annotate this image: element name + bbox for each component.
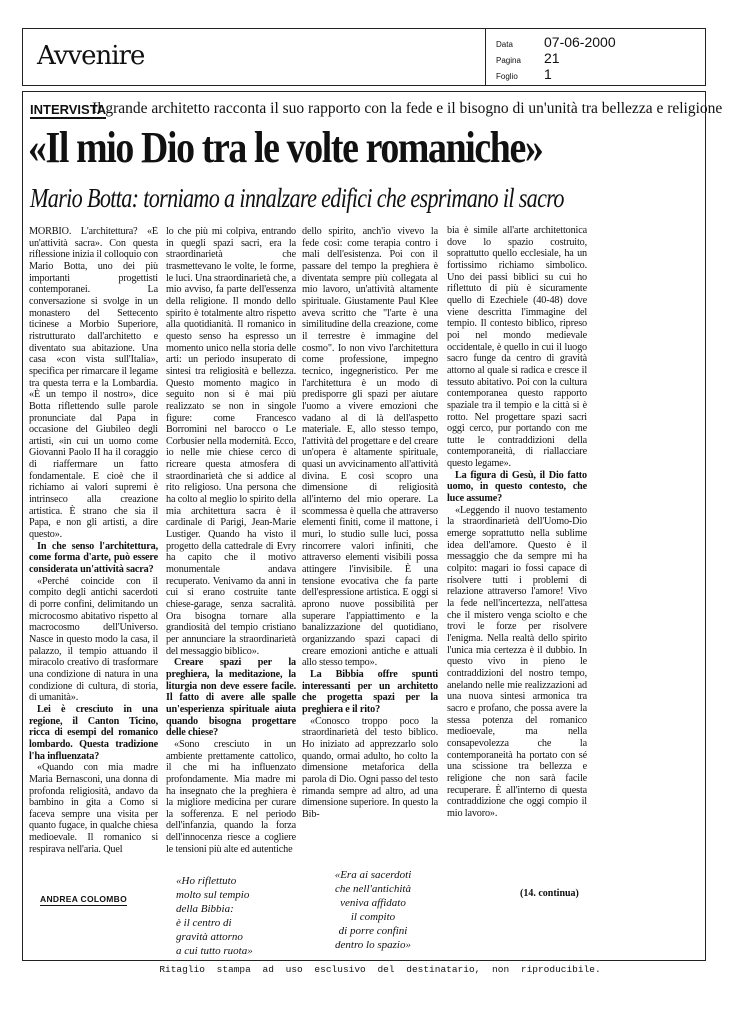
interview-question: La figura di Gesù, il Dio fatto uomo, in questo contesto, che luce assume? [447,469,587,505]
interview-question: La Bibbia offre spunti interessanti per un architetto che progetta spazi per la preghiera e il rito? [302,668,438,715]
section-tag: INTERVISTA [30,102,107,117]
pull-quote-line: che nell'antichità [335,883,411,895]
pull-quote-line: veniva affidato [340,897,406,909]
pull-quote-line: è il centro di [176,917,232,929]
pull-quote-line: di porre confini [338,925,408,937]
date-label: Data [496,40,513,49]
article-column-3 [302,226,438,956]
paragraph: «Leggendo il nuovo testamento la straordinarietà dell'Uomo-Dio emerge soprattutto nella sublime idea dell'amore. Questo è il messaggio che da sempre mi ha colpito: magari io fossi capace di risolvere tutti i problemi di relazione attraverso l'amore! Vivo la fede nell'incertezza, nell'attesa che il mistero venga sciolto e che trovi le forze per risolvere l'enigma. Nella realtà dello spirito l'unica mia certezza è il dubbio. In questo vivo in pieno le contraddizioni del nostro tempo, anelando nelle mie realizzazioni ad una nuova sintesi armonica tra sacro e profano, che possa avere la stessa potenza del romanico medioevale, ma nella consapevolezza che la contemporaneità ha portato con sé una scissione tra bellezza e religione che non sarà facile recuperare. È all'interno di questa contraddizione che oggi compio il mio lavoro». [447,504,587,819]
headline: «Il mio Dio tra le volte romaniche» [28,123,543,172]
masthead-box [22,28,486,86]
subheadline: Mario Botta: torniamo a innalzare edifici che esprimano il sacro [30,183,564,213]
author-byline: ANDREA COLOMBO [40,894,127,904]
clipping-footer-notice: Ritaglio stampa ad uso esclusivo del destinatario, non riproducibile. [159,964,601,975]
pull-quote-line: molto sul tempio [176,889,250,901]
paragraph: «Quando con mia madre Maria Bernasconi, una donna di profonda religiosità, andavo da bambino in gita a Como si faceva sempre una visita per quanto fugace, in qualche chiesa medioevale. Il romanico si respirava nell'aria. Quel [29,762,158,855]
pull-quote-line: a cui tutto ruota» [176,945,253,957]
sheet-label: Foglio [496,72,518,81]
newspaper-logo: Avvenire [37,41,145,71]
pull-quote-line: «Ho riflettuto [176,875,237,887]
paragraph: «Perché coincide con il compito degli antichi sacerdoti di porre confini, delimitando un microcosmo abitativo rispetto al macrocosmo dell'Universo. Nasce in questo modo la casa, il palazzo, il tempio attuando il miracolo creativo di trasformare una condizione di natura in una condizione di cultura, di storia, di umanità». [29,575,158,704]
article-column-2 [166,226,296,881]
paragraph: dello spirito, anch'io vivevo la fede così: come terapia contro i mali dell'esistenza. Poi con il passare del tempo la preghiera è diventata sempre più collegata al mio lavoro, un'attività altamente spirituale. Giustamente Paul Klee aveva scritto che "l'arte è una similitudine della creazione, come il terrestre è immagine del cosmo". Io non vivo l'architettura come professione, impegno tecnico, ingegneristico. Per me l'architettura è un modo di predisporre gli spazi per aiutare l'uomo a vivere emozioni che vadano al di là dell'aspetto materiale. E, allo stesso tempo, l'attività del progettare e del creare un'opera è altamente spirituale, quasi un avvicinamento all'attività divina. E così scopro una dimensione di religiosità all'interno del mio operare. La scommessa è quella che attraverso elementi finiti, come il mattone, i muri, lo studio sulle luci, possa rincorrere valori infiniti, che attraverso elementi visibili possa attingere l'invisibile. È una tensione evocativa che fa parte dell'espressione artistica. E oggi si aprono nuove possibilità per superare l'appiattimento e la banalizzazione del quotidiano, organizzando spazi capaci di creare emozioni antiche e attuali allo stesso tempo». [302,226,438,669]
pull-quote-line: della Bibbia: [176,903,234,915]
pull-quote-line: dentro lo spazio» [335,939,411,951]
interview-question: Creare spazi per la preghiera, la meditazione, la liturgia non deve essere facile. Il fatto di avere alle spalle un'esperienza spirituale aiuta quando bisogna progettare delle chiese? [166,657,296,739]
paragraph: MORBIO. L'architettura? «È un'attività sacra». Con questa riflessione inizia il colloquio con Mario Botta, uno dei più importanti progettisti contemporanei. La conversazione si svolge in un monastero del Settecento ticinese a Morbio Superiore, ristrutturato dall'architetto e diventato sua abitazione. Una casa «con vista sull'Italia», specifica per rimarcare il legame tra questa terra e la Lombardia. «È un tempo il nostro», dice Botta riflettendo sulle parole pronunciate dal Papa in occasione del Giubileo degli artisti, «in cui un uomo come Giovanni Paolo II ha il coraggio di riaffermare un fatto fondamentale. E cioè che il richiamo ai valori supremi è intrinseco alla creazione artistica. È strano che sia il Papa, e non gli artisti, a dire questo». [29,226,158,541]
interview-question: Lei è cresciuto in una regione, il Canton Ticino, ricca di esempi del romanico lombardo. Questa tradizione l'ha influenzata? [29,703,158,762]
page-value: 21 [544,50,560,66]
kicker: Il grande architetto racconta il suo rapporto con la fede e il bisogno di un'unità tra bellezza e religione [92,100,723,117]
paragraph: «Conosco troppo poco la straordinarietà del testo biblico. Ho iniziato ad apprezzarlo solo quando, ormai adulto, ho colto la dimensione metaforica della parola di Dio. Ogni passo del testo rimanda sempre ad altro, ad una dimensione superiore. In questo la Bib- [302,715,438,820]
pull-quote-line: «Era ai sacerdoti [334,869,412,881]
paragraph: «Sono cresciuto in un ambiente prettamente cattolico, il che mi ha influenzato profondamente. Mia madre mi ha insegnato che la preghiera è la migliore medicina per curare la sofferenza. E nel periodo dell'infanzia, quando la forza dell'innocenza riesce a cogliere le tensioni più alte ed autentiche [166,738,296,855]
pull-quote-1 [176,874,288,958]
article-column-4 [447,225,587,890]
interview-question: In che senso l'architettura, come forma d'arte, può essere considerata un'attività sacra? [29,540,158,576]
paragraph: bia è simile all'arte architettonica dove lo spazio costruito, soprattutto quello ecclesiale, ha un fortissimo richiamo simbolico. Uno dei passi biblici su cui ho riflettuto di più è sicuramente quello di Ezechiele (40-48) dove viene descritta l'immagine del tempio. Il contesto biblico, ripreso poi nel mondo medievale occidentale, è quello in cui il luogo sacro funge da centro di gravità attorno al quale si radica e cresce il tessuto abitativo. Poi con la cultura contemporanea questo rapporto spaziale tra il tempio e la città si è rotto. Nel progettare spazi sacri oggi cerco, pur portando con me tutte le contraddizioni della contemporaneità, di riallacciare questo legame». [447,225,587,470]
clipping-meta-box [486,28,706,86]
pull-quote-line: gravità attorno [176,931,243,943]
pull-quote-line: il compito [350,911,396,923]
article-column-1 [29,226,158,876]
page-label: Pagina [496,56,521,65]
date-value: 07-06-2000 [544,34,616,50]
sheet-row [496,66,552,84]
paragraph: lo che più mi colpiva, entrando in quegli spazi sacri, era la straordinarietà che trasmettevano le volte, le forme, le luci. Una straordinarietà che, a mio avviso, fa parte dell'essenza della religione. Il mondo dello spirito è totalmente altro rispetto alla quotidianità. Il romanico in questo senso ha espresso un momento unico nella storia delle arti: un periodo insuperato di sintesi tra religiosità e bellezza. Questo momento magico in seguito non si è mai più realizzato se non in singole figure: come Francesco Borromini nel barocco o Le Corbusier nella modernità. Ecco, io nelle mie chiese cerco di ricreare questa atmosfera di straordinarietà che si addice al rito religioso. Una persona che ha colto al meglio lo spirito della mia architettura sacra è il cardinale di Parigi, Jean-Marie Lustiger. Quando ha visto il progetto della cattedrale di Evry ha capito che il motivo monumentale andava recuperato. Venivamo da anni in cui si erano costruite tante chiese-garage, senza sacralità. Ora bisogna tornare alla grandiosità del tempio cristiano per annunciare la straordinarietà del messaggio biblico». [166,226,296,657]
pull-quote-2 [316,868,430,952]
sheet-value: 1 [544,66,552,82]
series-continuation: (14. continua) [520,888,579,899]
